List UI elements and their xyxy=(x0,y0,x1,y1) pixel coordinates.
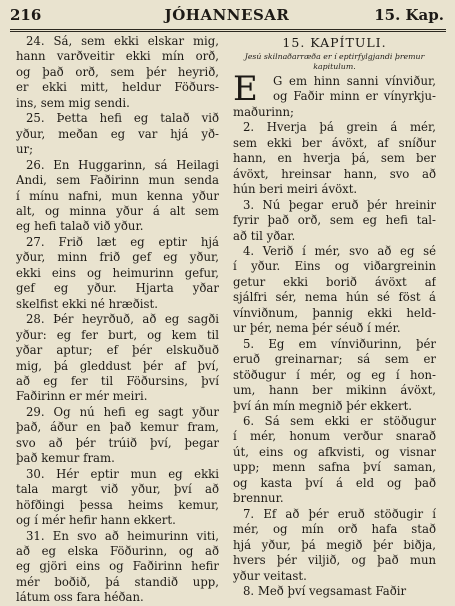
text-line: 5. Eg em vínviðurinn, þér xyxy=(243,336,436,351)
text-line: og það orð, sem þér heyrið, xyxy=(16,64,219,79)
text-line: út, eins og afkvisti, og visnar xyxy=(233,444,436,459)
text-line: hjá yður, þá megið þér biðja, xyxy=(233,537,436,552)
text-line: ins, sem mig sendi. xyxy=(16,95,130,110)
text-line: er ekki mitt, heldur Föðurs- xyxy=(16,80,219,95)
text-line: 29. Og nú hefi eg sagt yður xyxy=(26,404,219,419)
text-line: 7. Ef að þér eruð stöðugir í xyxy=(243,506,436,521)
text-line: í yður. Eins og viðargreinin xyxy=(233,259,436,274)
text-line: í mér, honum verður snarað xyxy=(233,429,436,444)
text-line: Faðirinn er mér meiri. xyxy=(16,389,148,404)
text-line: 2. Hverja þá grein á mér, xyxy=(243,120,436,135)
text-line: hann varðveitir ekki mín orð, xyxy=(16,49,219,64)
text-line: 27. Frið læt eg eptir hjá xyxy=(26,234,219,249)
text-line: og í mér hefir hann ekkert. xyxy=(16,513,176,528)
text-line: mér boðið, þá standið upp, xyxy=(16,574,219,589)
text-line: eg hefi talað við yður. xyxy=(16,219,144,234)
text-line: látum oss fara héðan. xyxy=(16,590,144,605)
text-line: getur ekki borið ávöxt af xyxy=(233,274,436,289)
text-line: um, hann ber mikinn ávöxt, xyxy=(233,383,436,398)
text-line: 30. Hér eptir mun eg ekki xyxy=(26,466,219,481)
text-line: upp; menn safna því saman, xyxy=(233,460,436,475)
chapter-opening xyxy=(233,69,436,109)
text-line: alt, og minna yður á alt sem xyxy=(16,203,219,218)
chapter-reference: 15. Kap. xyxy=(374,6,444,24)
summary-line: Jesú skilnaðarræða er í eptirfylgjandi þremur xyxy=(244,52,425,61)
text-line: ekki eins og heimurinn gefur, xyxy=(16,265,219,280)
text-line: mér, og mín orð hafa stað xyxy=(233,522,436,537)
text-line: 6. Sá sem ekki er stöðugur xyxy=(243,413,436,428)
right-column-text xyxy=(233,105,436,600)
text-line: gef eg yður. Hjarta yðar xyxy=(16,281,219,296)
page-number: 216 xyxy=(10,6,42,24)
drop-cap: E xyxy=(233,69,258,109)
header-rule xyxy=(10,29,446,30)
text-line: tala margt við yður, því að xyxy=(16,482,219,497)
text-line: yður veitast. xyxy=(233,568,307,583)
text-line: að til yðar. xyxy=(233,228,296,243)
text-line: að eg elska Föðurinn, og að xyxy=(16,543,219,558)
text-line: sjálfri sér, nema hún sé föst á xyxy=(233,290,436,305)
text-line: svo að þér trúið því, þegar xyxy=(16,435,219,450)
text-line: yður: eg fer burt, og kem til xyxy=(16,327,219,342)
text-line: því án mín megnið þér ekkert. xyxy=(233,398,413,413)
text-line: það, áður en það kemur fram, xyxy=(16,420,219,435)
text-line: eg gjöri eins og Faðirinn hefir xyxy=(16,559,219,574)
text-line: það kemur fram. xyxy=(16,451,115,466)
text-line: stöðugur í mér, og eg í hon- xyxy=(233,367,436,382)
text-line: og kasta því á eld og það xyxy=(233,475,436,490)
right-column xyxy=(233,34,436,599)
text-line: hún beri meiri ávöxt. xyxy=(233,182,358,197)
text-line: að eg fer til Föðursins, því xyxy=(16,373,219,388)
left-column xyxy=(16,34,219,606)
text-line: yður, meðan eg var hjá yð- xyxy=(16,126,219,141)
text-line: 8. Með því vegsamast Faðir xyxy=(243,583,407,598)
text-line: mig, þá gleddust þér af því, xyxy=(16,358,219,373)
opening-line-1: G em hinn sanni vínviður, xyxy=(273,74,436,88)
chapter-summary xyxy=(233,52,436,72)
text-line: ur; xyxy=(16,142,34,157)
text-line: yðar aptur; ef þér elskuðuð xyxy=(16,343,219,358)
text-line: í mínu nafni, mun kenna yður xyxy=(16,188,219,203)
text-line: höfðingi þessa heims kemur, xyxy=(16,497,219,512)
text-line: sem ekki ber ávöxt, af sníður xyxy=(233,135,436,150)
text-line: ávöxt, hreinsar hann, svo að xyxy=(233,166,436,181)
chapter-title: 15. KAPÍTULI. xyxy=(282,35,387,50)
text-line: ur þér, nema þér séuð í mér. xyxy=(233,321,401,336)
text-line: eruð greinarnar; sá sem er xyxy=(233,352,436,367)
text-line: 24. Sá, sem ekki elskar mig, xyxy=(26,34,219,48)
text-line: 28. Þér heyrðuð, að eg sagði xyxy=(26,312,219,327)
text-line: 3. Nú þegar eruð þér hreinir xyxy=(243,197,436,212)
text-line: hann, en hverja þá, sem ber xyxy=(233,151,436,166)
text-line: vínviðnum, þannig ekki held- xyxy=(233,305,436,320)
summary-line: kapitulum. xyxy=(313,62,356,71)
text-line: Andi, sem Faðirinn mun senda xyxy=(16,173,219,188)
text-line: hvers þér viljið, og það mun xyxy=(233,553,436,568)
text-line: 31. En svo að heimurinn viti, xyxy=(26,528,219,543)
text-line: maðurinn; xyxy=(233,104,294,119)
text-line: 4. Verið í mér, svo að eg sé xyxy=(243,243,436,258)
text-line: fyrir það orð, sem eg hefi tal- xyxy=(233,213,436,228)
text-line: skelfist ekki né hræðist. xyxy=(16,296,158,311)
running-title: JÓHANNESAR xyxy=(164,6,290,24)
header-rule-double xyxy=(10,31,446,32)
text-line: 26. En Huggarinn, sá Heilagi xyxy=(26,157,219,172)
text-line: brennur. xyxy=(233,491,284,506)
running-header xyxy=(10,2,444,28)
text-line: yður, minn frið gef eg yður, xyxy=(16,250,219,265)
text-line: 25. Þetta hefi eg talað við xyxy=(26,111,219,126)
opening-line-2: og Faðir minn er vínyrkju- xyxy=(273,89,436,104)
